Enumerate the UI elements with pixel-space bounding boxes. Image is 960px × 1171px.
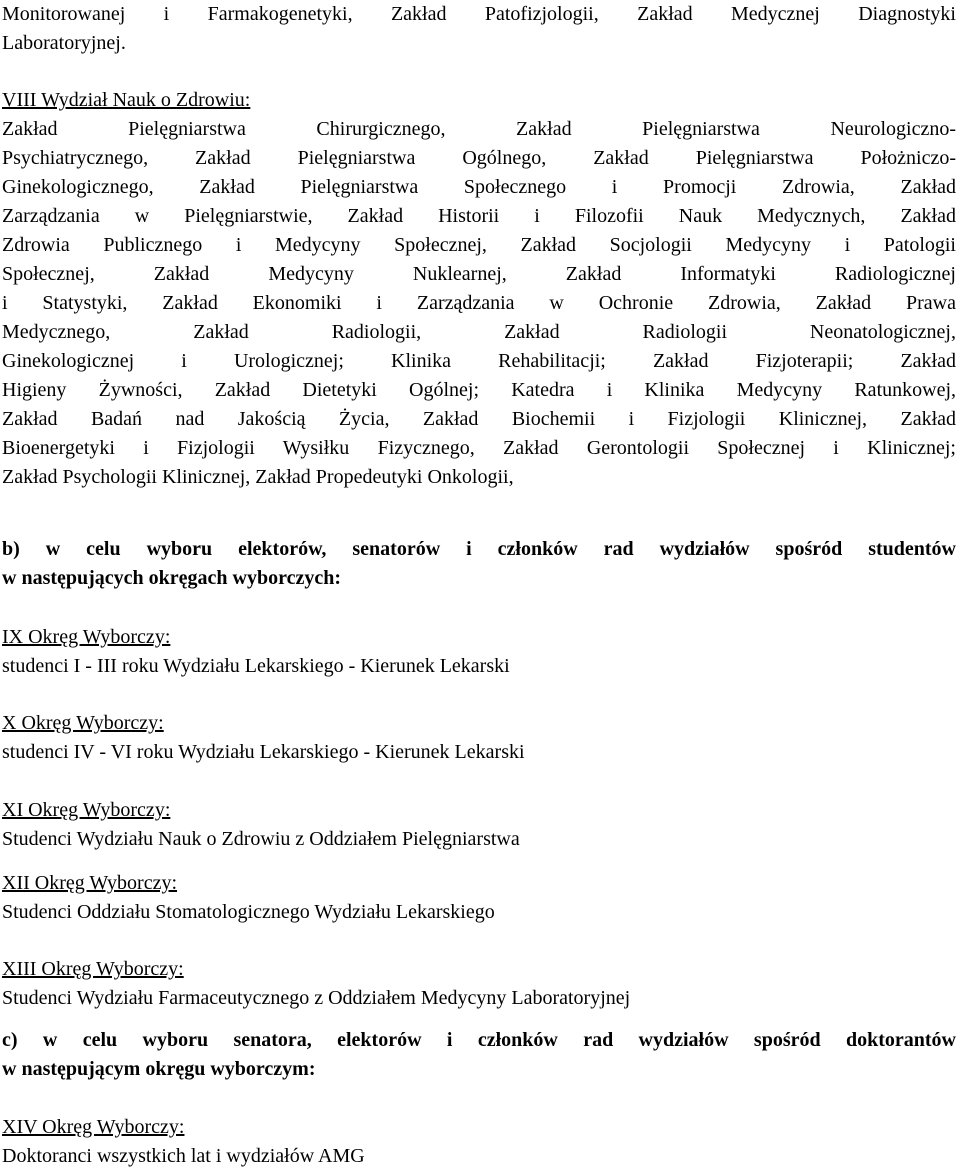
- section-c-heading: c) w celu wyboru senatora, elektorów i członków rad wydziałów spośród doktorantów: [2, 1029, 956, 1051]
- district-title: XII Okręg Wyborczy:: [2, 872, 178, 894]
- district-description: Doktoranci wszystkich lat i wydziałów AMG: [2, 1145, 365, 1167]
- district-description: Studenci Oddziału Stomatologicznego Wydziału Lekarskiego: [2, 901, 495, 923]
- body-text-line: Laboratoryjnej.: [2, 32, 126, 54]
- district-description: Studenci Wydziału Farmaceutycznego z Oddziałem Medycyny Laboratoryjnej: [2, 987, 631, 1009]
- faculty-text-line: Zakład Psychologii Klinicznej, Zakład Propedeutyki Onkologii,: [2, 466, 514, 488]
- district-title: XI Okręg Wyborczy:: [2, 799, 171, 821]
- section-b-heading: w następujących okręgach wyborczych:: [2, 567, 342, 589]
- faculty-text-line: Zakład Badań nad Jakością Życia, Zakład Biochemii i Fizjologii Klinicznej, Zakład: [2, 408, 956, 430]
- faculty-text-line: Społecznej, Zakład Medycyny Nuklearnej, Zakład Informatyki Radiologicznej: [2, 263, 956, 285]
- faculty-text-line: i Statystyki, Zakład Ekonomiki i Zarządzania w Ochronie Zdrowia, Zakład Prawa: [2, 292, 956, 314]
- faculty-text-line: Psychiatrycznego, Zakład Pielęgniarstwa Ogólnego, Zakład Pielęgniarstwa Położniczo-: [2, 147, 956, 169]
- faculty-heading: VIII Wydział Nauk o Zdrowiu:: [2, 89, 251, 111]
- district-title: IX Okręg Wyborczy:: [2, 626, 171, 648]
- district-description: studenci IV - VI roku Wydziału Lekarskiego - Kierunek Lekarski: [2, 741, 525, 763]
- faculty-text-line: Zakład Pielęgniarstwa Chirurgicznego, Zakład Pielęgniarstwa Neurologiczno-: [2, 118, 956, 140]
- faculty-text-line: Bioenergetyki i Fizjologii Wysiłku Fizycznego, Zakład Gerontologii Społecznej i Klinicznej;: [2, 437, 956, 459]
- faculty-text-line: Zdrowia Publicznego i Medycyny Społecznej, Zakład Socjologii Medycyny i Patologii: [2, 234, 956, 256]
- district-description: Studenci Wydziału Nauk o Zdrowiu z Oddziałem Pielęgniarstwa: [2, 828, 520, 850]
- district-title: X Okręg Wyborczy:: [2, 712, 164, 734]
- faculty-text-line: Zarządzania w Pielęgniarstwie, Zakład Historii i Filozofii Nauk Medycznych, Zakład: [2, 205, 956, 227]
- faculty-text-line: Ginekologicznej i Urologicznej; Klinika Rehabilitacji; Zakład Fizjoterapii; Zakład: [2, 350, 956, 372]
- district-title: XIII Okręg Wyborczy:: [2, 958, 184, 980]
- district-description: studenci I - III roku Wydziału Lekarskiego - Kierunek Lekarski: [2, 655, 510, 677]
- faculty-text-line: Ginekologicznego, Zakład Pielęgniarstwa Społecznego i Promocji Zdrowia, Zakład: [2, 176, 956, 198]
- section-b-heading: b) w celu wyboru elektorów, senatorów i członków rad wydziałów spośród studentów: [2, 538, 956, 560]
- section-c-heading: w następującym okręgu wyborczym:: [2, 1058, 316, 1080]
- faculty-text-line: Medycznego, Zakład Radiologii, Zakład Radiologii Neonatologicznej,: [2, 321, 956, 343]
- faculty-text-line: Higieny Żywności, Zakład Dietetyki Ogólnej; Katedra i Klinika Medycyny Ratunkowej,: [2, 379, 956, 401]
- body-text-line: Monitorowanej i Farmakogenetyki, Zakład Patofizjologii, Zakład Medycznej Diagnostyki: [2, 3, 956, 25]
- district-title: XIV Okręg Wyborczy:: [2, 1116, 185, 1138]
